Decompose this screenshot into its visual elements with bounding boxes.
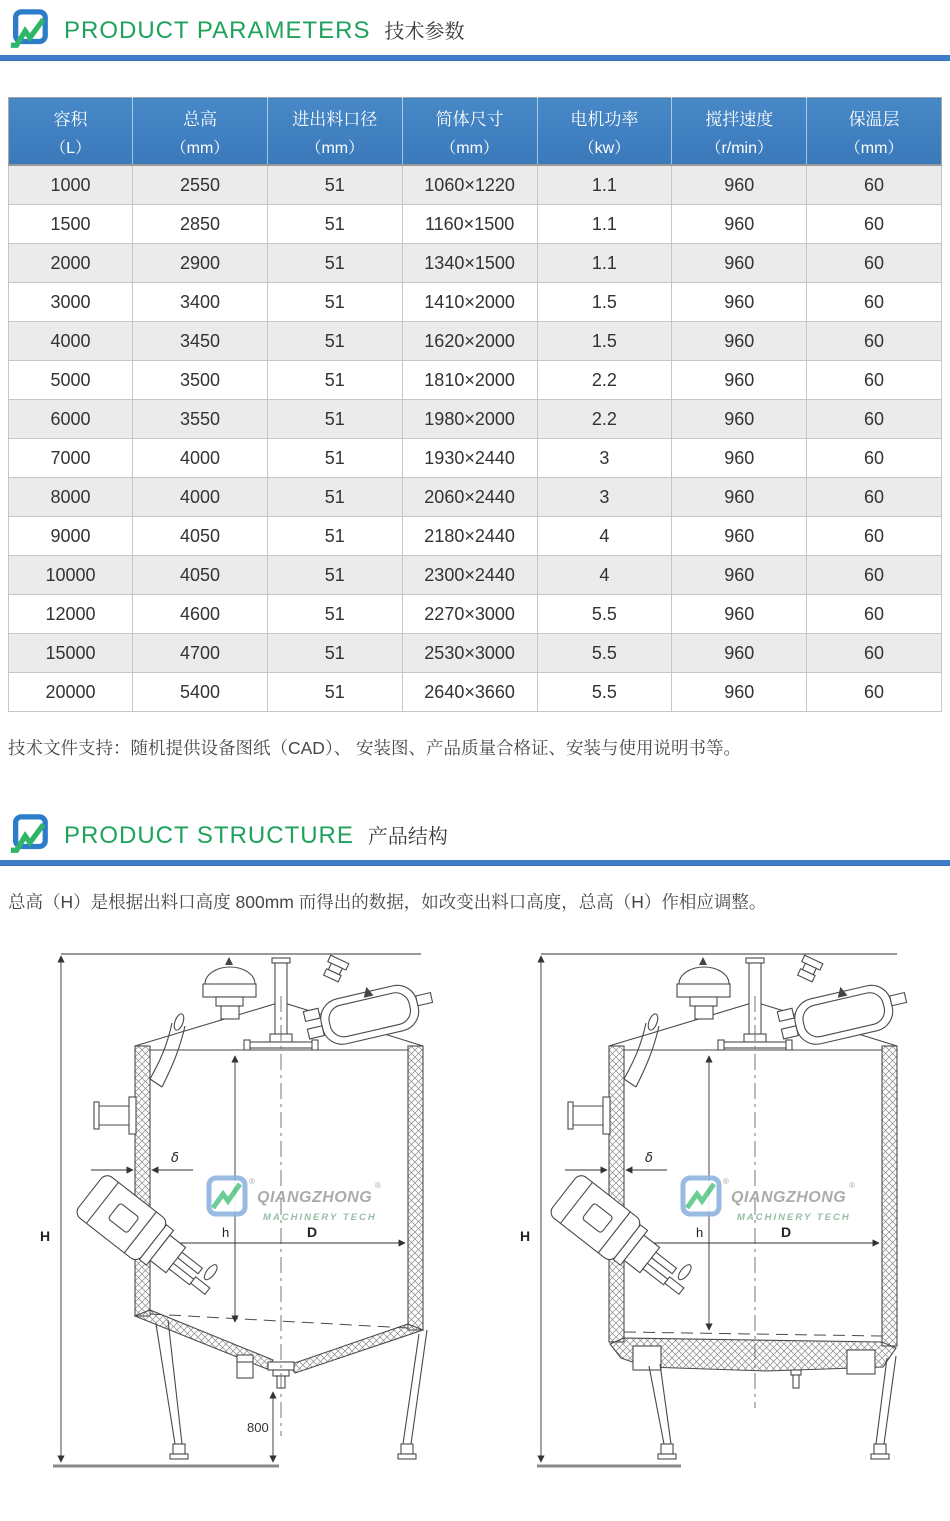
table-cell: 2000 xyxy=(9,244,133,283)
table-cell: 6000 xyxy=(9,400,133,439)
section-title-en: PRODUCT STRUCTURE xyxy=(64,821,354,849)
table-cell: 4000 xyxy=(133,478,268,517)
outlet-flange xyxy=(791,1370,801,1375)
table-cell: 1500 xyxy=(9,205,133,244)
table-row xyxy=(9,478,942,517)
brand-logo-icon xyxy=(8,814,50,856)
section-header-parameters xyxy=(0,0,950,55)
table-cell: 3000 xyxy=(9,283,133,322)
table-cell: 20000 xyxy=(9,673,133,712)
header-row xyxy=(9,98,942,166)
brand-logo-icon xyxy=(8,9,50,51)
column-header: 进出料口径 （mm） xyxy=(267,98,402,166)
diameter-label: D xyxy=(307,1224,318,1241)
tank-wall-right xyxy=(882,1046,897,1346)
table-cell: 4 xyxy=(537,517,672,556)
table-cell: 2060×2440 xyxy=(402,478,537,517)
table-row xyxy=(9,517,942,556)
table-cell: 60 xyxy=(807,244,942,283)
table-cell: 960 xyxy=(672,439,807,478)
table-cell: 1.1 xyxy=(537,205,672,244)
table-cell: 51 xyxy=(267,478,402,517)
column-header: 保温层 （mm） xyxy=(807,98,942,166)
table-cell: 4050 xyxy=(133,517,268,556)
table-cell: 15000 xyxy=(9,634,133,673)
table-row xyxy=(9,595,942,634)
table-cell: 2550 xyxy=(133,165,268,205)
table-cell: 1340×1500 xyxy=(402,244,537,283)
table-cell: 1.5 xyxy=(537,283,672,322)
table-cell: 1000 xyxy=(9,165,133,205)
tank-drawing-cone-bottom xyxy=(23,938,453,1513)
table-cell: 4 xyxy=(537,556,672,595)
table-cell: 5.5 xyxy=(537,673,672,712)
overall-height-label: H xyxy=(40,1228,51,1245)
table-row xyxy=(9,439,942,478)
table-cell: 1620×2000 xyxy=(402,322,537,361)
table-cell: 1160×1500 xyxy=(402,205,537,244)
table-row xyxy=(9,283,942,322)
table-cell: 1.1 xyxy=(537,244,672,283)
table-cell: 51 xyxy=(267,165,402,205)
cone-bottom xyxy=(135,1310,423,1388)
table-body xyxy=(9,165,942,712)
table-cell: 960 xyxy=(672,283,807,322)
table-cell: 51 xyxy=(267,205,402,244)
table-cell: 4000 xyxy=(133,439,268,478)
overall-height-label: H xyxy=(520,1228,531,1245)
table-cell: 4000 xyxy=(9,322,133,361)
table-cell: 960 xyxy=(672,361,807,400)
table-cell: 960 xyxy=(672,244,807,283)
table-cell: 960 xyxy=(672,595,807,634)
table-row xyxy=(9,361,942,400)
table-cell: 4700 xyxy=(133,634,268,673)
support-block xyxy=(847,1350,875,1374)
table-cell: 1810×2000 xyxy=(402,361,537,400)
table-cell: 60 xyxy=(807,634,942,673)
table-cell: 1930×2440 xyxy=(402,439,537,478)
table-cell: 60 xyxy=(807,165,942,205)
table-cell: 960 xyxy=(672,517,807,556)
table-cell: 4050 xyxy=(133,556,268,595)
support-block xyxy=(633,1346,661,1370)
table-cell: 960 xyxy=(672,322,807,361)
parameters-table xyxy=(8,97,942,712)
table-cell: 51 xyxy=(267,400,402,439)
table-row xyxy=(9,322,942,361)
column-header: 总高 （mm） xyxy=(133,98,268,166)
section-title-en: PRODUCT PARAMETERS xyxy=(64,17,371,44)
table-cell: 5000 xyxy=(9,361,133,400)
structure-note: 总高（H）是根据出料口高度 800mm 而得出的数据，如改变出料口高度，总高（H）作相应调整。 xyxy=(8,891,767,912)
table-row xyxy=(9,400,942,439)
column-header: 简体尺寸 （mm） xyxy=(402,98,537,166)
table-cell: 3400 xyxy=(133,283,268,322)
table-cell: 5400 xyxy=(133,673,268,712)
table-cell: 3550 xyxy=(133,400,268,439)
table-cell: 51 xyxy=(267,517,402,556)
table-cell: 51 xyxy=(267,673,402,712)
table-cell: 60 xyxy=(807,322,942,361)
table-cell: 1060×1220 xyxy=(402,165,537,205)
table-cell: 60 xyxy=(807,205,942,244)
table-cell: 7000 xyxy=(9,439,133,478)
table-cell: 960 xyxy=(672,673,807,712)
table-cell: 51 xyxy=(267,634,402,673)
table-cell: 2270×3000 xyxy=(402,595,537,634)
table-cell: 60 xyxy=(807,439,942,478)
table-cell: 1980×2000 xyxy=(402,400,537,439)
outlet-stub xyxy=(793,1375,799,1388)
table-cell: 60 xyxy=(807,283,942,322)
dimension-diameter xyxy=(153,1224,405,1243)
table-head xyxy=(9,98,942,166)
table-cell: 2300×2440 xyxy=(402,556,537,595)
table-cell: 60 xyxy=(807,556,942,595)
table-cell: 960 xyxy=(672,205,807,244)
dimension-diameter xyxy=(627,1224,879,1243)
section-title-zh: 技术参数 xyxy=(384,21,465,43)
tank-wall-right xyxy=(408,1046,423,1330)
table-cell: 2900 xyxy=(133,244,268,283)
table-cell: 60 xyxy=(807,478,942,517)
table-cell: 51 xyxy=(267,556,402,595)
table-cell: 51 xyxy=(267,595,402,634)
table-cell: 60 xyxy=(807,517,942,556)
table-cell: 60 xyxy=(807,400,942,439)
flat-bottom xyxy=(610,1332,896,1388)
table-cell: 1.5 xyxy=(537,322,672,361)
cylinder-height-label: h xyxy=(696,1225,704,1241)
table-cell: 4600 xyxy=(133,595,268,634)
table-cell: 10000 xyxy=(9,556,133,595)
table-row xyxy=(9,556,942,595)
outlet-height-label: 800 xyxy=(247,1420,269,1436)
table-row xyxy=(9,244,942,283)
table-row xyxy=(9,165,942,205)
table-row xyxy=(9,673,942,712)
diameter-label: D xyxy=(781,1224,792,1241)
column-header: 电机功率 （kw） xyxy=(537,98,672,166)
table-cell: 12000 xyxy=(9,595,133,634)
dimension-outlet-height xyxy=(247,1392,273,1462)
table-cell: 1410×2000 xyxy=(402,283,537,322)
tank-wall-left xyxy=(135,1046,150,1316)
table-cell: 51 xyxy=(267,439,402,478)
table-cell: 2.2 xyxy=(537,400,672,439)
table-cell: 1.1 xyxy=(537,165,672,205)
table-cell: 2530×3000 xyxy=(402,634,537,673)
table-cell: 51 xyxy=(267,361,402,400)
table-cell: 3450 xyxy=(133,322,268,361)
cylinder-height-label: h xyxy=(222,1225,230,1241)
table-cell: 8000 xyxy=(9,478,133,517)
tank-wall-left xyxy=(609,1046,624,1342)
column-header: 容积 （L） xyxy=(9,98,133,166)
table-cell: 2.2 xyxy=(537,361,672,400)
structure-drawings xyxy=(0,938,950,1521)
section-title-zh: 产品结构 xyxy=(367,825,448,848)
table-cell: 51 xyxy=(267,283,402,322)
table-row xyxy=(9,205,942,244)
table-cell: 60 xyxy=(807,595,942,634)
table-row xyxy=(9,634,942,673)
table-cell: 960 xyxy=(672,634,807,673)
table-cell: 5.5 xyxy=(537,595,672,634)
table-cell: 3500 xyxy=(133,361,268,400)
column-header: 搅拌速度 （r/min） xyxy=(672,98,807,166)
support-note: 技术文件支持：随机提供设备图纸（CAD）、 安装图、产品质量合格证、安装与使用说明书等。 xyxy=(8,738,742,758)
table-cell: 3 xyxy=(537,478,672,517)
table-cell: 60 xyxy=(807,361,942,400)
table-cell: 2850 xyxy=(133,205,268,244)
table-cell: 60 xyxy=(807,673,942,712)
table-cell: 9000 xyxy=(9,517,133,556)
table-cell: 51 xyxy=(267,244,402,283)
table-cell: 960 xyxy=(672,400,807,439)
tank-drawing-flat-bottom xyxy=(497,938,927,1513)
table-cell: 2640×3660 xyxy=(402,673,537,712)
section-header-structure xyxy=(0,805,950,860)
table-cell: 960 xyxy=(672,478,807,517)
table-cell: 960 xyxy=(672,556,807,595)
table-cell: 5.5 xyxy=(537,634,672,673)
table-cell: 960 xyxy=(672,165,807,205)
section-divider xyxy=(0,860,950,866)
table-cell: 2180×2440 xyxy=(402,517,537,556)
bottom-nozzle xyxy=(237,1355,253,1378)
table-cell: 3 xyxy=(537,439,672,478)
table-cell: 51 xyxy=(267,322,402,361)
section-divider xyxy=(0,55,950,61)
